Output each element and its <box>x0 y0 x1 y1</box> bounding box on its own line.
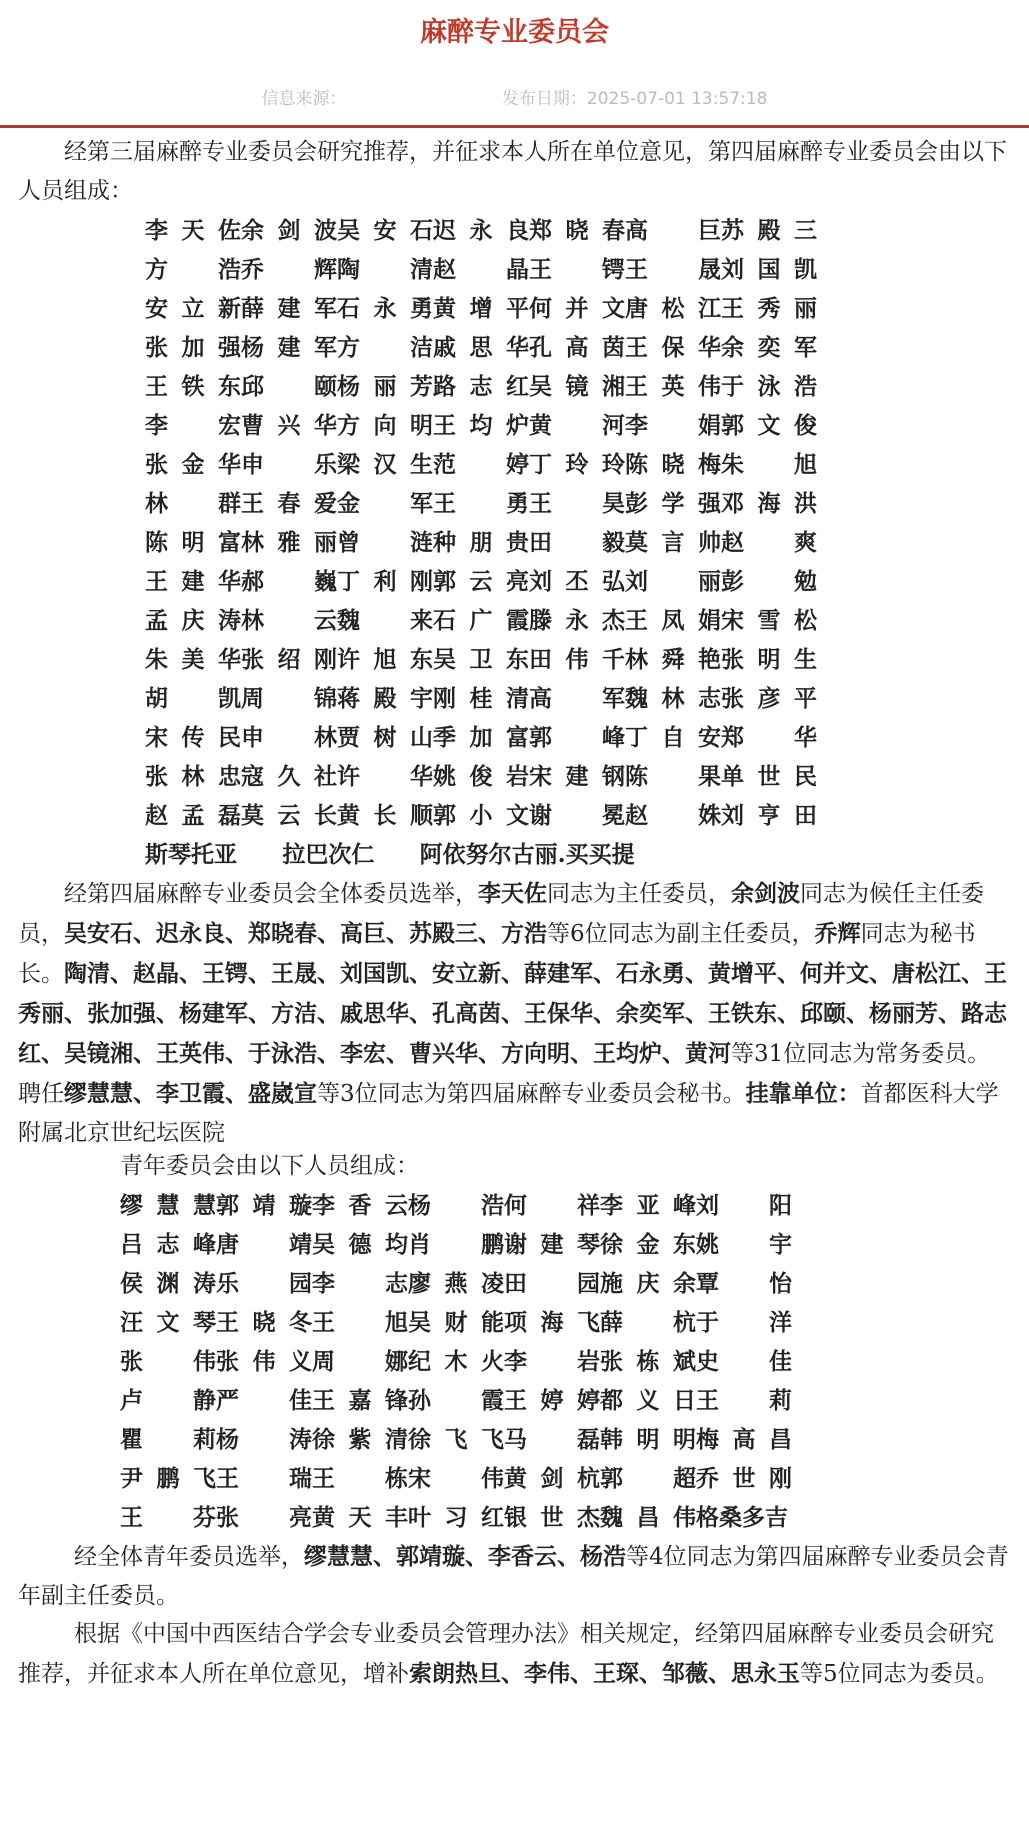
member-name: 田伟千 <box>529 646 625 673</box>
member-name: 拉巴次仁 <box>282 841 375 868</box>
member-name: 莫言帅 <box>625 529 721 556</box>
youth-member-name: 缪慧慧 <box>120 1192 216 1219</box>
name-row <box>145 640 817 679</box>
youth-member-name: 王 旭 <box>312 1309 408 1336</box>
name-row <box>120 1420 792 1459</box>
member-name: 许旭东 <box>337 646 433 673</box>
name-row <box>145 562 817 601</box>
member-name: 王凤娟 <box>625 607 721 634</box>
member-name: 郭云亮 <box>433 568 529 595</box>
youth-member-name: 格桑多吉 <box>696 1504 788 1531</box>
name-row <box>120 1186 792 1225</box>
member-name: 张加强 <box>145 334 241 361</box>
member-name: 郑 华 <box>721 724 817 751</box>
youth-member-name: 李亚峰 <box>600 1192 696 1219</box>
name-row <box>120 1225 792 1264</box>
youth-member-name: 于 洋 <box>696 1309 792 1336</box>
secretary-general-name: 乔辉 <box>814 920 861 947</box>
youth-member-name: 梅高昌 <box>696 1426 792 1453</box>
member-name: 种朋贵 <box>433 529 529 556</box>
youth-member-name: 张 伟 <box>120 1348 216 1375</box>
youth-member-name: 马 磊 <box>504 1426 600 1453</box>
member-name: 范 婷 <box>433 451 529 478</box>
member-name: 高 巨 <box>625 217 721 244</box>
youth-member-name: 史 佳 <box>696 1348 792 1375</box>
youth-member-name: 乐 园 <box>216 1270 312 1297</box>
affiliation-value: 首都医科大学附属北京世纪坛医院 <box>18 1081 999 1146</box>
source-label: 信息来源： <box>261 89 347 109</box>
youth-member-name: 唐 靖 <box>216 1231 312 1258</box>
youth-member-name: 王 莉 <box>696 1387 792 1414</box>
member-list <box>145 211 817 835</box>
youth-member-name: 王 栋 <box>312 1465 408 1492</box>
member-name: 张明生 <box>721 646 817 673</box>
youth-member-name: 吕志峰 <box>120 1231 216 1258</box>
member-name: 余剑波 <box>241 217 337 244</box>
member-name: 安立新 <box>145 295 241 322</box>
member-name: 孟庆涛 <box>145 607 241 634</box>
youth-member-name: 姚 宇 <box>696 1231 792 1258</box>
member-name: 季加富 <box>433 724 529 751</box>
member-name: 刘国凯 <box>721 256 817 283</box>
member-name: 薛建军 <box>241 295 337 322</box>
member-name: 陈明富 <box>145 529 241 556</box>
member-name: 郭小文 <box>433 802 529 829</box>
youth-member-name: 谢建琴 <box>504 1231 600 1258</box>
member-name: 魏 来 <box>337 607 433 634</box>
name-row <box>145 250 817 289</box>
youth-member-name: 魏昌伟 <box>600 1504 696 1531</box>
election-paragraph: 经第四届麻醉专业委员会全体委员选举，李天佐同志为主任委员，余剑波同志为候任主任委员，吴安石、迟永良、郑晓春、高巨、苏殿三、方浩等6位同志为副主任委员，乔辉同志为秘书长。陶清、赵晶、王锷、王晟、刘国凯、安立新、薛建军、石永勇、黄增平、何并文、唐松江、王秀丽、张加强、杨建军、方洁、戚思华、孔高茵、王保华、余奕军、王铁东、邱颐、杨丽芳、路志红、吴镜湘、王英伟、于泳浩、李宏、曹兴华、方向明、王均炉、黄河等31位同志为常务委员。聘任缪慧慧、李卫霞、盛崴宣等3位同志为第四届麻醉专业委员会秘书。挂靠单位：首都医科大学附属北京世纪坛医院 <box>18 880 1007 1146</box>
member-name: 梁汉生 <box>337 451 433 478</box>
member-name: 赵孟磊 <box>145 802 241 829</box>
youth-member-name: 王婷婷 <box>504 1387 600 1414</box>
youth-member-name: 杨 涛 <box>216 1426 312 1453</box>
youth-member-name: 王 芬 <box>120 1504 216 1531</box>
member-name: 寇久社 <box>241 763 337 790</box>
name-row <box>145 445 817 484</box>
member-name: 陶 清 <box>337 256 433 283</box>
youth-member-name: 严 佳 <box>216 1387 312 1414</box>
page-title: 麻醉专业委员会 <box>420 17 609 48</box>
member-name: 林 云 <box>241 607 337 634</box>
member-name: 高 军 <box>529 685 625 712</box>
member-name: 王均炉 <box>433 412 529 439</box>
youth-member-name: 徐飞飞 <box>408 1426 504 1453</box>
member-name: 朱美华 <box>145 646 241 673</box>
youth-member-name: 汪文琴 <box>120 1309 216 1336</box>
name-row <box>145 484 817 523</box>
member-name: 刘 丽 <box>625 568 721 595</box>
youth-election-paragraph: 经全体青年委员选举，缪慧慧、郭靖璇、李香云、杨浩等4位同志为第四届麻醉专业委员会青年副主任委员。 <box>18 1543 1009 1609</box>
member-name: 莫云长 <box>241 802 337 829</box>
member-name: 李 娟 <box>625 412 721 439</box>
youth-member-name: 都义日 <box>600 1387 696 1414</box>
member-name: 方向明 <box>337 412 433 439</box>
intro-paragraph: 经第三届麻醉专业委员会研究推荐，并征求本人所在单位意见，第四届麻醉专业委员会由以下人员组成： <box>18 139 1007 204</box>
member-name: 丁自安 <box>625 724 721 751</box>
youth-member-name: 施庆余 <box>600 1270 696 1297</box>
member-name: 何并文 <box>529 295 625 322</box>
secretary-names: 缪慧慧、李卫霞、盛崴宣 <box>64 1080 317 1107</box>
member-name: 丁利刚 <box>337 568 433 595</box>
member-name: 赵 姝 <box>625 802 721 829</box>
member-name: 林舜艳 <box>625 646 721 673</box>
name-row <box>120 1264 792 1303</box>
name-row <box>145 679 817 718</box>
youth-member-name: 李 志 <box>312 1270 408 1297</box>
member-name: 宋传民 <box>145 724 241 751</box>
youth-member-name: 田 园 <box>504 1270 600 1297</box>
standing-member-names: 陶清、赵晶、王锷、王晟、刘国凯、安立新、薛建军、石永勇、黄增平、何并文、唐松江、王秀丽、张加强、杨建军、方洁、戚思华、孔高茵、王保华、余奕军、王铁东、邱颐、杨丽芳、路志红、吴镜湘、王英伟、于泳浩、李宏、曹兴华、方向明、王均炉、黄河 <box>18 960 1007 1067</box>
member-name: 周 锦 <box>241 685 337 712</box>
member-name: 宋雪松 <box>721 607 817 634</box>
member-name: 方 浩 <box>145 256 241 283</box>
member-name: 黄增平 <box>433 295 529 322</box>
youth-member-name: 周 娜 <box>312 1348 408 1375</box>
youth-member-name: 黄剑杭 <box>504 1465 600 1492</box>
member-name: 郭文俊 <box>721 412 817 439</box>
name-row <box>145 757 817 796</box>
youth-member-name: 卢 静 <box>120 1387 216 1414</box>
name-row <box>145 523 817 562</box>
member-name: 张绍刚 <box>241 646 337 673</box>
youth-member-name: 侯渊涛 <box>120 1270 216 1297</box>
member-name: 陈晓梅 <box>625 451 721 478</box>
member-name: 彭 勉 <box>721 568 817 595</box>
youth-member-name: 王 瑞 <box>216 1465 312 1492</box>
member-name: 石广霞 <box>433 607 529 634</box>
member-name: 邱 颐 <box>241 373 337 400</box>
member-name: 贾树山 <box>337 724 433 751</box>
member-name: 迟永良 <box>433 217 529 244</box>
member-name: 申 林 <box>241 724 337 751</box>
member-name: 赵 晶 <box>433 256 529 283</box>
member-name: 王春爱 <box>241 490 337 517</box>
member-name: 斯琴托亚 <box>145 841 237 868</box>
youth-member-name: 瞿 莉 <box>120 1426 216 1453</box>
name-row <box>145 289 817 328</box>
member-name: 于泳浩 <box>721 373 817 400</box>
candidate-chair-name: 余剑波 <box>731 880 800 907</box>
name-row <box>145 796 817 835</box>
member-name: 蒋殿宇 <box>337 685 433 712</box>
added-member-names: 索朗热旦、李伟、王琛、邹薇、思永玉 <box>409 1660 800 1687</box>
youth-member-name: 吴财能 <box>408 1309 504 1336</box>
member-name: 张彦平 <box>721 685 817 712</box>
member-name: 申 乐 <box>241 451 337 478</box>
member-name: 林雅丽 <box>241 529 337 556</box>
name-row <box>145 406 817 445</box>
name-row <box>120 1459 792 1498</box>
member-name: 单世民 <box>721 763 817 790</box>
youth-member-name: 李 岩 <box>504 1348 600 1375</box>
member-name: 滕永杰 <box>529 607 625 634</box>
member-name: 戚思华 <box>433 334 529 361</box>
member-name: 田 毅 <box>529 529 625 556</box>
name-row <box>120 1381 792 1420</box>
member-name: 王 勇 <box>433 490 529 517</box>
member-name: 路志红 <box>433 373 529 400</box>
member-name: 乔 辉 <box>241 256 337 283</box>
youth-intro: 青年委员会由以下人员组成： <box>120 1153 419 1179</box>
member-name: 吴镜湘 <box>529 373 625 400</box>
member-name: 王铁东 <box>145 373 241 400</box>
member-name: 王英伟 <box>625 373 721 400</box>
youth-vice-chair-names: 缪慧慧、郭靖璇、李香云、杨浩 <box>304 1543 626 1570</box>
member-name: 陈 果 <box>625 763 721 790</box>
publish-date: 发布日期：2025-07-01 13:57:18 <box>501 89 768 109</box>
member-name: 林 群 <box>145 490 241 517</box>
member-name: 刘丕弘 <box>529 568 625 595</box>
meta-line <box>0 84 1029 109</box>
member-name: 余奕军 <box>721 334 817 361</box>
youth-member-name: 徐金东 <box>600 1231 696 1258</box>
youth-member-list <box>120 1186 792 1537</box>
member-name: 谢 冕 <box>529 802 625 829</box>
member-name: 李 宏 <box>145 412 241 439</box>
member-name: 王保华 <box>625 334 721 361</box>
youth-member-name: 张 亮 <box>216 1504 312 1531</box>
member-name: 刚桂清 <box>433 685 529 712</box>
youth-member-name: 薛 杭 <box>600 1309 696 1336</box>
youth-member-name: 廖燕凌 <box>408 1270 504 1297</box>
member-name: 郝 巍 <box>241 568 337 595</box>
youth-member-name: 徐紫清 <box>312 1426 408 1453</box>
member-name: 黄 河 <box>529 412 625 439</box>
member-name: 姚俊岩 <box>433 763 529 790</box>
youth-member-name: 郭靖璇 <box>216 1192 312 1219</box>
youth-member-name: 刘 阳 <box>696 1192 792 1219</box>
member-name: 苏殿三 <box>721 217 817 244</box>
name-row <box>120 1303 792 1342</box>
youth-member-name: 叶习红 <box>408 1504 504 1531</box>
youth-member-name: 孙 霞 <box>408 1387 504 1414</box>
member-name: 郭 峰 <box>529 724 625 751</box>
name-row <box>145 601 817 640</box>
member-name: 方 洁 <box>337 334 433 361</box>
member-name: 阿依努尔古丽.买买提 <box>419 841 635 868</box>
member-name: 吴安石 <box>337 217 433 244</box>
chair-name: 李天佐 <box>478 880 547 907</box>
member-name: 曾 涟 <box>337 529 433 556</box>
member-name: 杨丽芳 <box>337 373 433 400</box>
member-name: 朱 旭 <box>721 451 817 478</box>
youth-member-name: 张栋斌 <box>600 1348 696 1375</box>
youth-member-name: 宋 伟 <box>408 1465 504 1492</box>
member-name: 杨建军 <box>241 334 337 361</box>
member-name: 赵 爽 <box>721 529 817 556</box>
member-name: 石永勇 <box>337 295 433 322</box>
member-name: 王 晟 <box>625 256 721 283</box>
addition-paragraph: 根据《中国中西医结合学会专业委员会管理办法》相关规定，经第四届麻醉专业委员会研究推荐，并征求本人所在单位意见，增补索朗热旦、李伟、王琛、邹薇、思永玉等5位同志为委员。 <box>18 1621 999 1687</box>
youth-member-name: 乔世刚 <box>696 1465 792 1492</box>
youth-member-name: 尹鹏飞 <box>120 1465 216 1492</box>
member-name: 宋建钢 <box>529 763 625 790</box>
member-name: 许 华 <box>337 763 433 790</box>
youth-member-name: 覃 怡 <box>696 1270 792 1297</box>
member-name: 胡 凯 <box>145 685 241 712</box>
name-row <box>145 367 817 406</box>
member-name: 吴卫东 <box>433 646 529 673</box>
youth-member-name: 李香云 <box>312 1192 408 1219</box>
member-name: 唐松江 <box>625 295 721 322</box>
member-name: 王秀丽 <box>721 295 817 322</box>
member-name: 魏林志 <box>625 685 721 712</box>
name-row <box>145 328 817 367</box>
name-row <box>120 1498 792 1537</box>
name-row <box>120 1342 792 1381</box>
youth-member-name: 张伟义 <box>216 1348 312 1375</box>
member-name: 李天佐 <box>145 217 241 244</box>
member-name: 王 锷 <box>529 256 625 283</box>
youth-member-name: 郭 超 <box>600 1465 696 1492</box>
affiliation-label: 挂靠单位： <box>745 1080 861 1107</box>
member-name: 张金华 <box>145 451 241 478</box>
member-name: 丁玲玲 <box>529 451 625 478</box>
youth-member-name: 纪木火 <box>408 1348 504 1375</box>
member-name: 邓海洪 <box>721 490 817 517</box>
member-name: 彭学强 <box>625 490 721 517</box>
member-name: 王建华 <box>145 568 241 595</box>
member-name: 孔高茵 <box>529 334 625 361</box>
member-name: 黄长顺 <box>337 802 433 829</box>
name-row <box>145 211 817 250</box>
youth-member-name: 王嘉锋 <box>312 1387 408 1414</box>
name-row <box>145 718 817 757</box>
member-name: 王 昊 <box>529 490 625 517</box>
youth-member-name: 吴德均 <box>312 1231 408 1258</box>
member-name: 曹兴华 <box>241 412 337 439</box>
member-name: 张林忠 <box>145 763 241 790</box>
youth-member-name: 肖 鹏 <box>408 1231 504 1258</box>
member-name: 金 军 <box>337 490 433 517</box>
youth-member-name: 项海飞 <box>504 1309 600 1336</box>
youth-member-name: 银世杰 <box>504 1504 600 1531</box>
youth-member-name: 黄天丰 <box>312 1504 408 1531</box>
member-name: 郑晓春 <box>529 217 625 244</box>
member-name: 刘亨田 <box>721 802 817 829</box>
youth-member-name: 韩明明 <box>600 1426 696 1453</box>
header-divider <box>0 125 1029 128</box>
youth-member-name: 王晓冬 <box>216 1309 312 1336</box>
vice-chair-names: 吴安石、迟永良、郑晓春、高巨、苏殿三、方浩 <box>64 920 547 947</box>
youth-member-name: 杨 浩 <box>408 1192 504 1219</box>
member-list-last-row <box>145 835 680 874</box>
youth-member-name: 何 祥 <box>504 1192 600 1219</box>
